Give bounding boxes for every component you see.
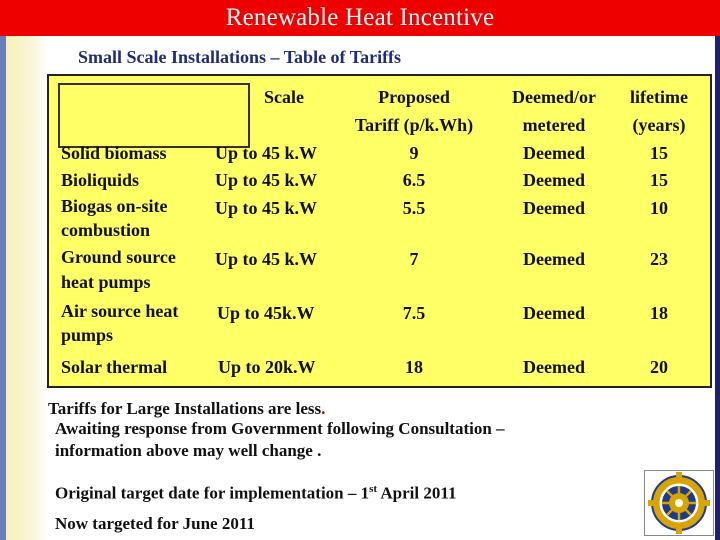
row-biogas-deemed: Deemed	[523, 198, 585, 218]
row-solid-biomass-lifetime: 15	[650, 143, 668, 163]
row-air-source-scale: Up to 45k.W	[217, 303, 315, 323]
header-corner-cell	[58, 83, 250, 148]
row-air-source-deemed: Deemed	[523, 303, 585, 323]
title-bar	[0, 0, 720, 36]
row-solid-biomass-tariff: 9	[409, 143, 419, 163]
row-air-source-lifetime: 18	[650, 303, 668, 323]
row-solar-thermal-lifetime: 20	[650, 357, 668, 377]
row-biogas-tariff: 5.5	[402, 198, 426, 218]
page-title: Renewable Heat Incentive	[225, 4, 495, 31]
row-air-source-tech-line2: pumps	[61, 325, 114, 345]
row-solar-thermal-deemed: Deemed	[523, 357, 585, 377]
note-large-period: .	[321, 399, 326, 418]
header-deemed-line2: metered	[522, 115, 586, 135]
row-bioliquids-lifetime: 15	[650, 170, 668, 190]
left-gradient-band	[6, 36, 47, 540]
row-biogas-scale: Up to 45 k.W	[215, 198, 318, 218]
row-bioliquids-tariff: 6.5	[402, 170, 426, 190]
rotary-wheel-icon	[645, 471, 713, 535]
note-large-installations	[48, 398, 325, 420]
tariff-table	[47, 74, 712, 388]
row-air-source-tariff: 7.5	[402, 303, 426, 323]
row-bioliquids-scale: Up to 45 k.W	[215, 170, 318, 190]
row-bioliquids-deemed: Deemed	[523, 170, 585, 190]
note-awaiting-line2: information above may well change .	[55, 441, 322, 460]
row-biogas-tech-line2: combustion	[61, 220, 151, 240]
row-bioliquids-tech: Bioliquids	[61, 170, 140, 190]
note-original-sup: st	[369, 483, 378, 495]
row-biogas-lifetime: 10	[650, 198, 668, 218]
rotary-logo	[644, 470, 714, 536]
header-scale: Scale	[264, 87, 304, 107]
note-original-prefix: Original target date for implementation – 1	[55, 483, 370, 503]
row-solar-thermal-tariff: 18	[405, 357, 423, 377]
right-accent-stripe	[715, 36, 720, 540]
row-solar-thermal-tech: Solar thermal	[61, 357, 168, 377]
note-awaiting-line1: Awaiting response from Government following Consultation –	[55, 419, 505, 438]
header-deemed-line1: Deemed/or	[512, 87, 596, 107]
row-ground-source-lifetime: 23	[650, 249, 668, 269]
row-ground-source-tech-line1: Ground source	[61, 247, 176, 267]
row-solid-biomass-tech: Solid biomass	[61, 143, 167, 163]
note-original-suffix: April 2011	[377, 483, 457, 503]
note-large-text: Tariffs for Large Installations are less	[48, 399, 322, 418]
header-tariff-line1: Proposed	[378, 87, 450, 107]
slide-subtitle: Small Scale Installations – Table of Tariffs	[78, 47, 402, 67]
row-air-source-tech-line1: Air source heat	[61, 301, 179, 321]
row-solar-thermal-scale: Up to 20k.W	[218, 357, 316, 377]
row-solid-biomass-scale: Up to 45 k.W	[215, 143, 318, 163]
header-tariff-line2: Tariff (p/k.Wh)	[354, 115, 474, 135]
row-ground-source-tech-line2: heat pumps	[61, 272, 151, 292]
note-now-targeted: Now targeted for June 2011	[55, 514, 255, 533]
header-lifetime-line1: lifetime	[630, 87, 688, 107]
note-original-target	[55, 478, 456, 505]
header-lifetime-line2: (years)	[632, 115, 686, 135]
row-ground-source-scale: Up to 45 k.W	[215, 249, 318, 269]
row-ground-source-tariff: 7	[409, 249, 419, 269]
row-biogas-tech-line1: Biogas on-site	[61, 196, 168, 216]
row-solid-biomass-deemed: Deemed	[523, 143, 585, 163]
row-ground-source-deemed: Deemed	[523, 249, 585, 269]
